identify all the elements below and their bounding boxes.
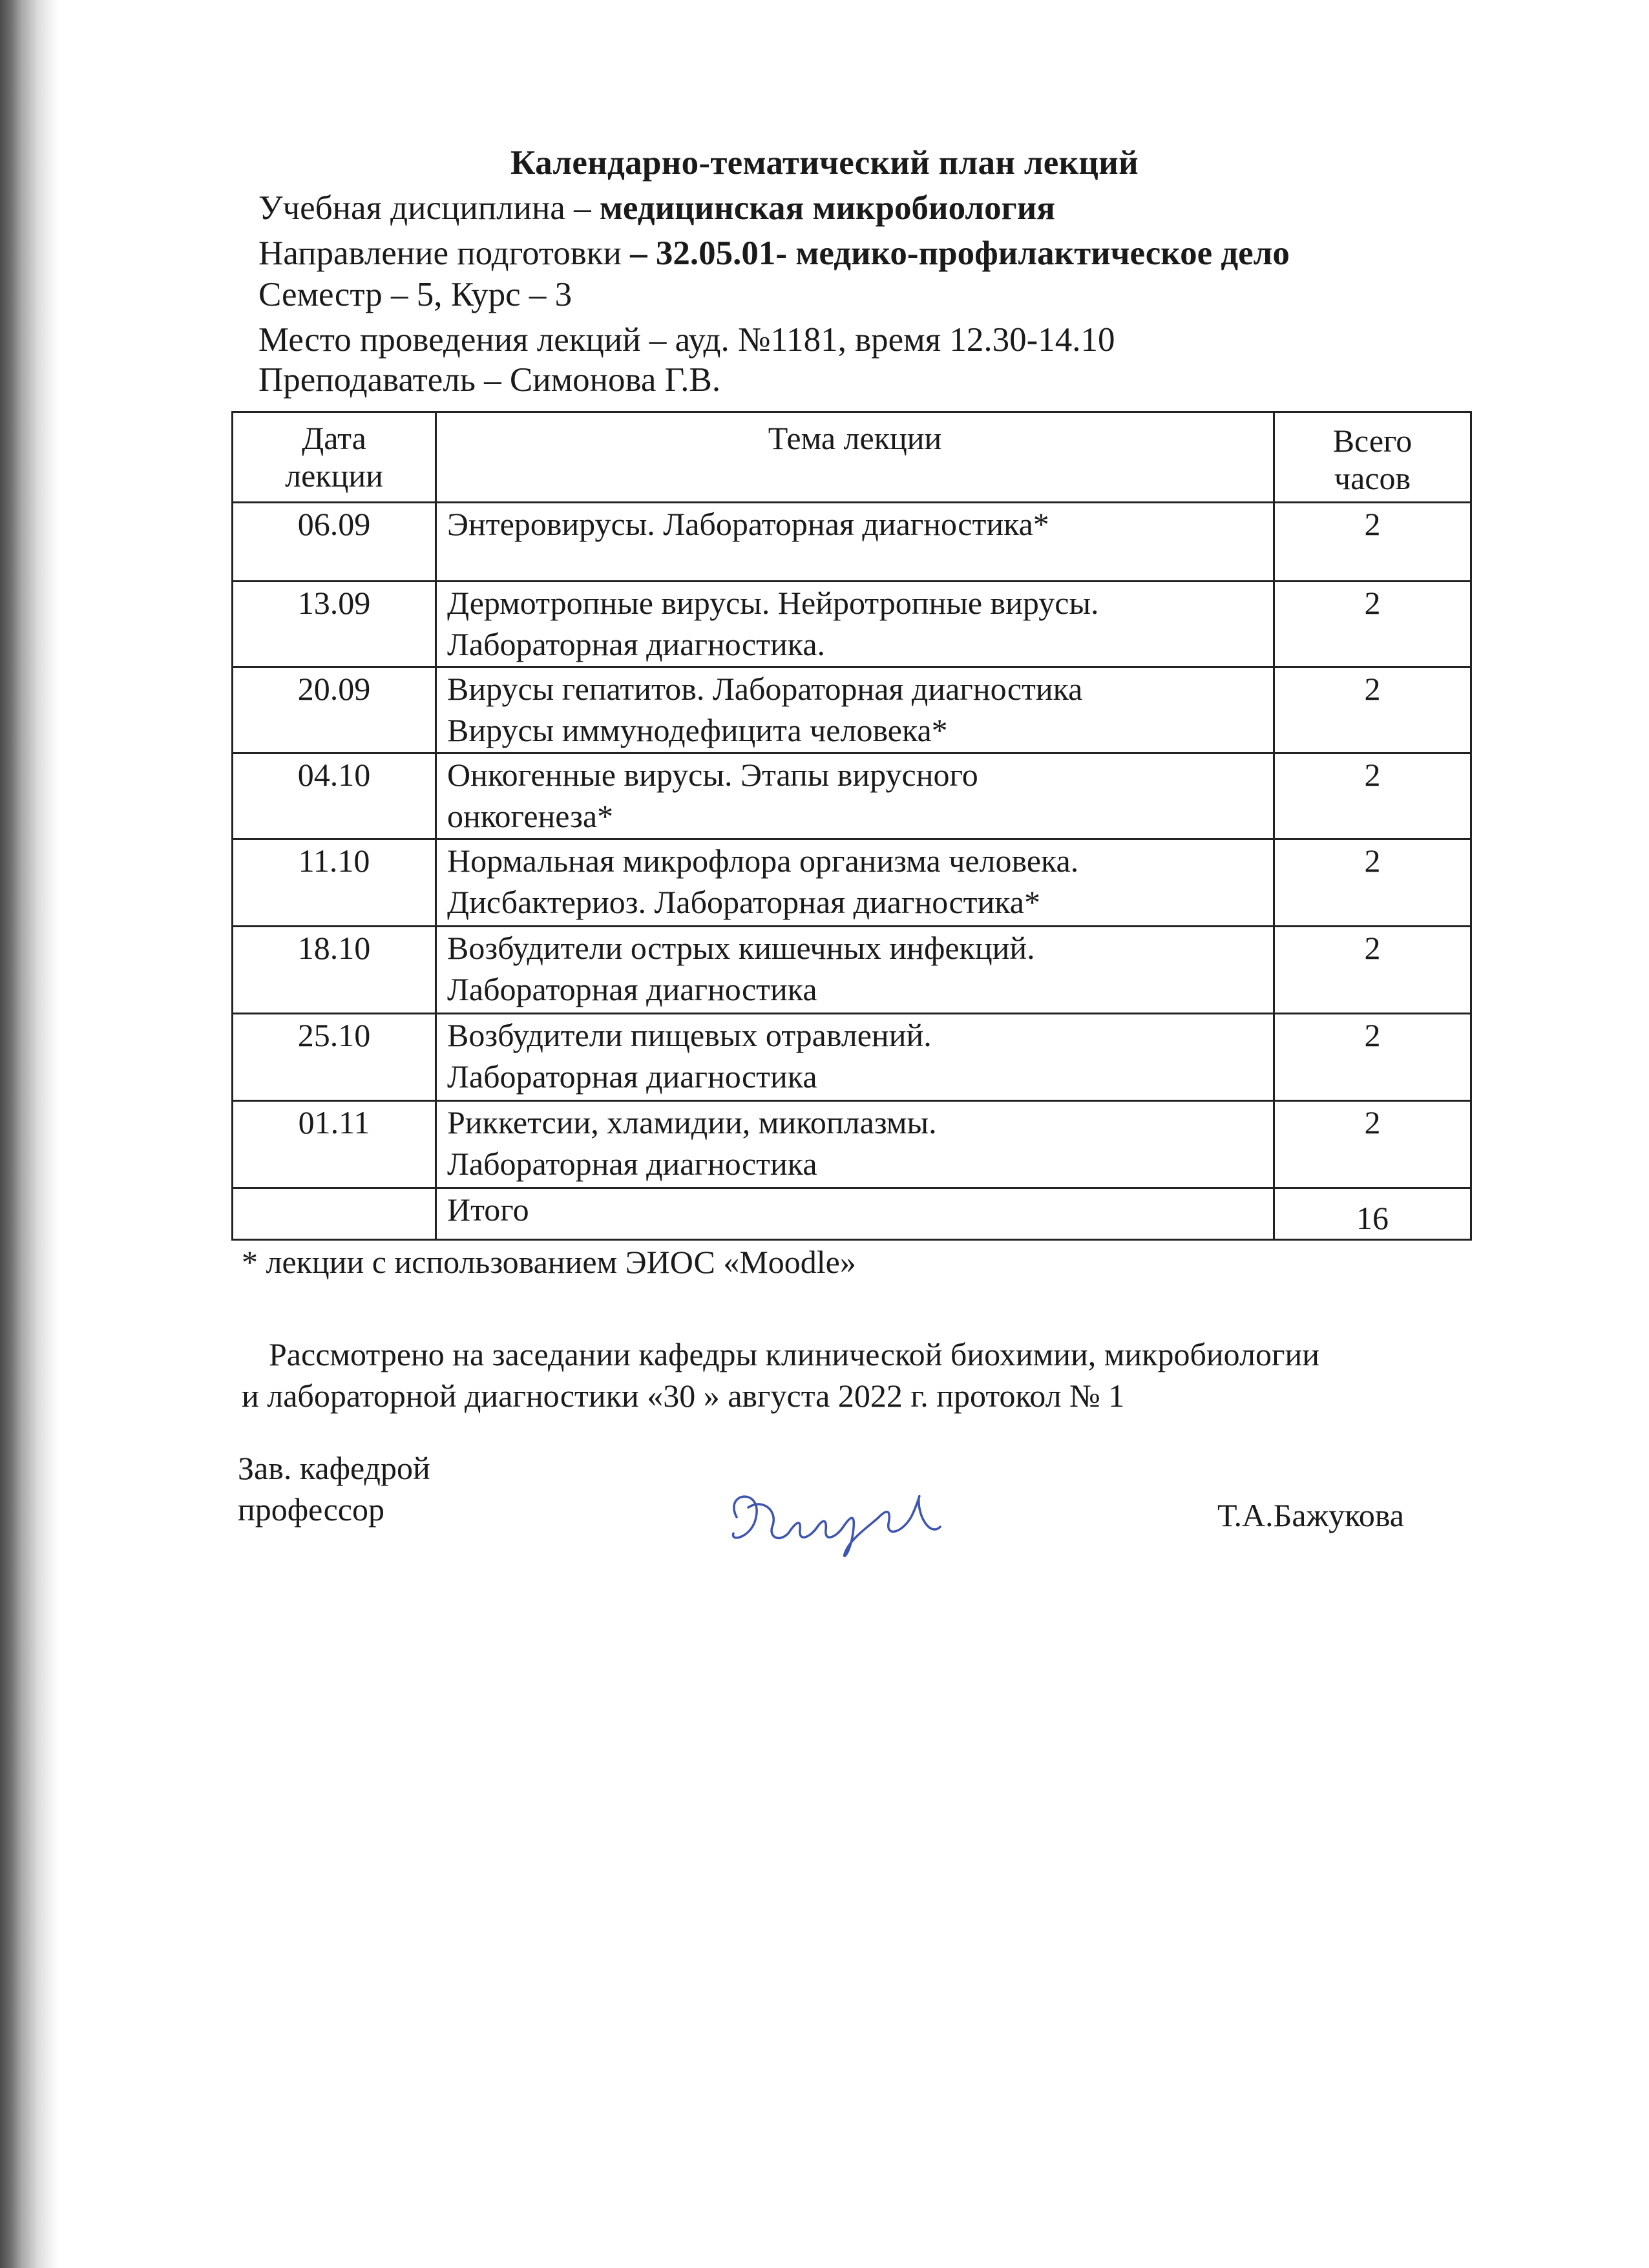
approval-note [242,1334,1534,1416]
footnote: * лекции с использованием ЭИОС «Moodle» [242,1244,856,1280]
row-date: 04.10 [233,753,436,839]
scan-edge-shadow [0,0,58,2268]
row-hours: 2 [1274,582,1471,667]
row-topic [436,503,1274,582]
row-hours: 2 [1274,667,1471,753]
table-header-row [233,412,1471,503]
row-date: 11.10 [233,839,436,927]
header-hours-line2: часов [1334,460,1411,496]
direction-line [258,233,1290,274]
handwritten-signature [717,1472,950,1569]
row-topic-line2: Лабораторная диагностика [447,1058,817,1095]
header-hours [1274,412,1471,503]
row-date: 25.10 [233,1014,436,1101]
header-hours-line1: Всего [1332,423,1413,459]
row-hours: 2 [1274,927,1471,1014]
signatory-title-line2: профессор [238,1491,384,1528]
row-topic [436,582,1274,667]
table-row [233,753,1471,839]
table-total-row [233,1188,1471,1240]
total-date-empty [233,1188,436,1240]
direction-label: Направление подготовки [258,235,631,272]
row-hours: 2 [1274,1014,1471,1101]
row-topic-line1: Вирусы гепатитов. Лабораторная диагностика [447,671,1083,707]
row-topic-line2: Лабораторная диагностика [447,1146,817,1182]
table-row [233,839,1471,927]
table-row [233,582,1471,667]
approval-line2: и лабораторной диагностики «30 » августа 2022 г. протокол № 1 [242,1378,1125,1414]
header-date-line1: Дата [302,420,366,456]
header-date [233,412,436,503]
discipline-line [258,187,1055,229]
row-topic-line2: Вирусы иммунодефицита человека* [447,712,948,748]
row-topic [436,753,1274,839]
row-topic [436,1101,1274,1188]
row-hours: 2 [1274,839,1471,927]
table-row [233,667,1471,753]
table-row [233,1101,1471,1188]
row-hours: 2 [1274,1101,1471,1188]
direction-value: – 32.05.01- медико-профилактическое дело [630,235,1290,272]
teacher-line: Преподаватель – Симонова Г.В. [258,361,721,399]
row-topic [436,667,1274,753]
discipline-label: Учебная дисциплина – [258,189,600,227]
row-hours: 2 [1274,503,1471,582]
row-topic-line2: Дисбактериоз. Лабораторная диагностика* [447,884,1040,920]
row-topic-line1: Риккетсии, хламидии, микоплазмы. [447,1104,937,1140]
row-topic-line1: Дермотропные вирусы. Нейротропные вирусы. [447,585,1099,621]
row-topic-line2: Лабораторная диагностика [447,971,817,1007]
signatory-title-line1: Зав. кафедрой [238,1450,430,1486]
lecture-schedule-table [231,411,1472,1241]
row-topic-line2: онкогенеза* [447,798,614,834]
row-topic-line1: Нормальная микрофлора организма человека. [447,843,1079,879]
discipline-value: медицинская микробиология [599,189,1055,227]
place-line: Место проведения лекций – ауд. №1181, время 12.30-14.10 [258,321,1115,359]
row-topic-line1: Возбудители острых кишечных инфекций. [447,930,1035,966]
row-date: 06.09 [233,503,436,582]
header-date-line2: лекции [285,457,383,494]
signatory-name: Т.А.Бажукова [1217,1497,1404,1533]
row-date: 20.09 [233,667,436,753]
row-topic [436,1014,1274,1101]
table-row [233,1014,1471,1101]
semester-line: Семестр – 5, Курс – 3 [258,276,572,313]
row-topic-line1: Онкогенные вирусы. Этапы вирусного [447,757,978,793]
row-hours: 2 [1274,753,1471,839]
row-date: 13.09 [233,582,436,667]
row-topic [436,839,1274,927]
row-date: 01.11 [233,1101,436,1188]
row-date: 18.10 [233,927,436,1014]
approval-line1: Рассмотрено на заседании кафедры клинической биохимии, микробиологии [269,1336,1319,1372]
signatory-title [238,1447,430,1530]
row-topic [436,927,1274,1014]
table-row [233,503,1471,582]
row-topic-line1: Энтеровирусы. Лабораторная диагностика* [447,506,1049,542]
header-topic: Тема лекции [436,412,1274,503]
table-row [233,927,1471,1014]
total-label: Итого [436,1188,1274,1240]
row-topic-line1: Возбудители пищевых отравлений. [447,1017,932,1053]
row-topic-line2: Лабораторная диагностика. [447,626,826,662]
document-title: Календарно-тематический план лекций [510,144,1139,182]
total-hours: 16 [1274,1188,1471,1240]
